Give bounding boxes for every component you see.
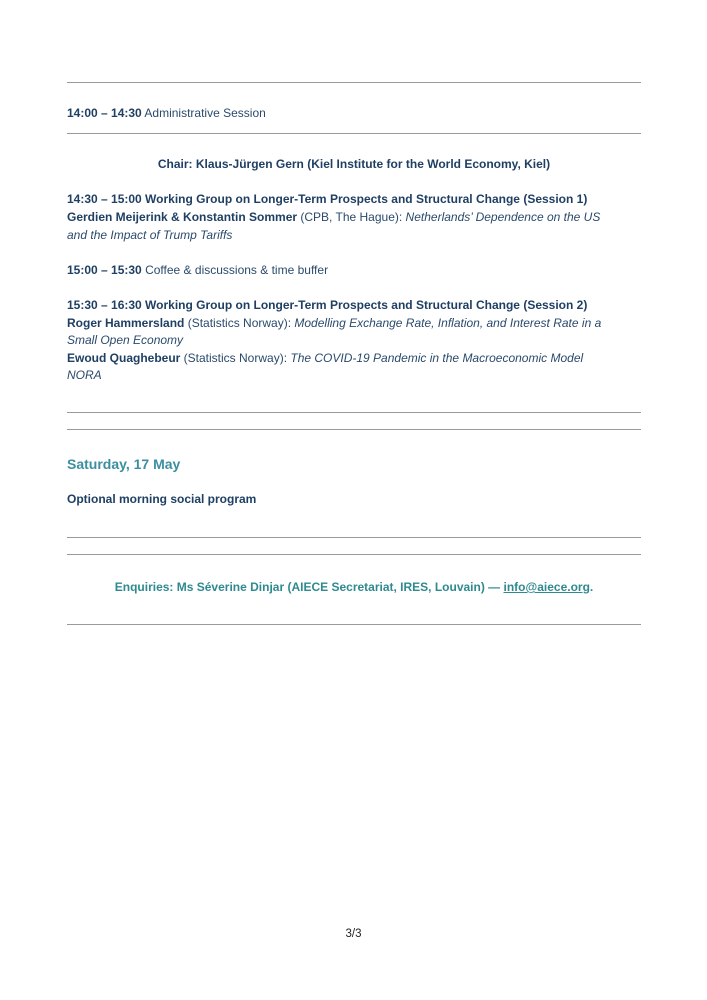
session2-talk1-title-cont: Small Open Economy xyxy=(67,333,184,347)
admin-session-time: 14:00 – 14:30 xyxy=(67,106,142,120)
coffee-line xyxy=(67,261,328,279)
coffee-time: 15:00 – 15:30 xyxy=(67,263,142,277)
enquiries-line xyxy=(67,578,641,596)
divider xyxy=(67,624,641,625)
divider xyxy=(67,537,641,538)
divider xyxy=(67,412,641,413)
session1-talk-title: Netherlands’ Dependence on the US xyxy=(405,210,601,224)
session1-speaker: Gerdien Meijerink & Konstantin Sommer xyxy=(67,210,298,224)
session2-talk2-affiliation: (Statistics Norway): xyxy=(180,351,291,365)
enquiries-email-link[interactable]: info@aiece.org xyxy=(503,580,590,594)
session1-talk-title-cont: and the Impact of Trump Tariffs xyxy=(67,228,233,242)
coffee-title: Coffee & discussions & time buffer xyxy=(145,263,329,277)
session2-talk2-title: The COVID-19 Pandemic in the Macroeconomic Model xyxy=(290,351,584,365)
admin-session-title: Administrative Session xyxy=(144,106,266,120)
session1-talk-line1 xyxy=(67,208,600,226)
session1-heading: 14:30 – 15:00 Working Group on Longer-Term Prospects and Structural Change (Session 1) xyxy=(67,192,588,206)
session2-talk2-line1 xyxy=(67,349,583,367)
divider xyxy=(67,133,641,134)
divider xyxy=(67,82,641,83)
page-number: 3/3 xyxy=(345,928,362,940)
enquiries-end: . xyxy=(589,580,594,594)
divider xyxy=(67,554,641,555)
session2-talk1-title: Modelling Exchange Rate, Inflation, and Interest Rate in a xyxy=(294,316,602,330)
session2-talk1-speaker: Roger Hammersland xyxy=(67,316,185,330)
saturday-program: Optional morning social program xyxy=(67,492,257,506)
session2-talk1-affiliation: (Statistics Norway): xyxy=(184,316,295,330)
session1-affiliation: (CPB, The Hague): xyxy=(297,210,406,224)
admin-session-line xyxy=(67,104,266,122)
session2-heading: 15:30 – 16:30 Working Group on Longer-Term Prospects and Structural Change (Session 2) xyxy=(67,298,588,312)
divider xyxy=(67,429,641,430)
session2-talk2-speaker: Ewoud Quaghebeur xyxy=(67,351,181,365)
chair-line: Chair: Klaus-Jürgen Gern (Kiel Institute for the World Economy, Kiel) xyxy=(157,157,551,171)
enquiries-text: Enquiries: Ms Séverine Dinjar (AIECE Secretariat, IRES, Louvain) — xyxy=(114,580,504,594)
session2-talk1-line1 xyxy=(67,314,601,332)
session2-talk2-title-cont: NORA xyxy=(67,368,102,382)
saturday-heading: Saturday, 17 May xyxy=(67,456,181,472)
